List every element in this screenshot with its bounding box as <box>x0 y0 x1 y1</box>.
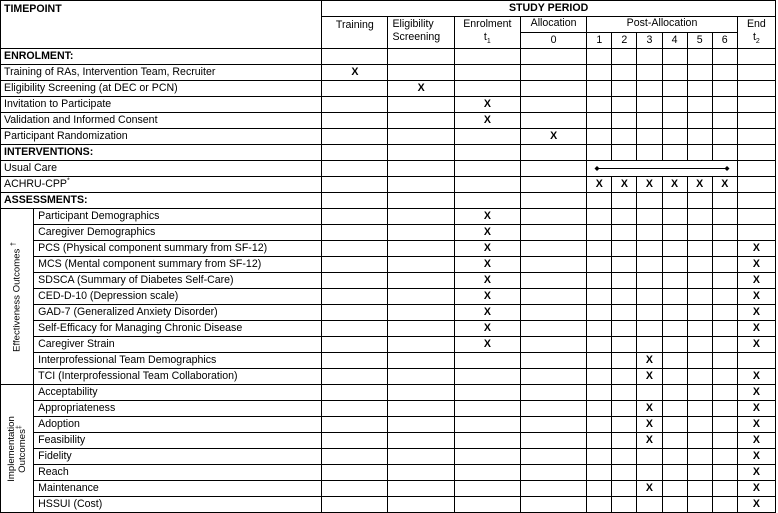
mark: X <box>637 369 662 385</box>
row-label: TCI (Interprofessional Team Collaboration) <box>34 369 322 385</box>
enrolment-header <box>454 17 520 49</box>
post-col-5: 5 <box>687 33 712 49</box>
implementation-group-label: Implementation Outcomes‡ <box>1 385 34 513</box>
mark: X <box>454 273 520 289</box>
mark: X <box>454 241 520 257</box>
mark: X <box>637 401 662 417</box>
study-period-header: STUDY PERIOD <box>322 1 776 17</box>
post-col-3: 3 <box>637 33 662 49</box>
mark: X <box>637 417 662 433</box>
row-label: Appropriateness <box>34 401 322 417</box>
enrolment-label: Enrolment <box>463 18 512 30</box>
row-label: CED-D-10 (Depression scale) <box>34 289 322 305</box>
mark: X <box>737 385 775 401</box>
end-label: End <box>746 18 766 30</box>
mark: X <box>737 305 775 321</box>
mark: X <box>454 225 520 241</box>
effectiveness-group-label: Effectiveness Outcomes † <box>1 209 34 385</box>
mark: X <box>737 257 775 273</box>
row-label: HSSUI (Cost) <box>34 497 322 513</box>
eligibility-screening-header: Eligibility Screening <box>388 17 454 49</box>
allocation-timepoint: 0 <box>520 33 586 49</box>
interventions-section-title: INTERVENTIONS: <box>1 145 322 161</box>
row-label: GAD-7 (Generalized Anxiety Disorder) <box>34 305 322 321</box>
allocation-header: Allocation <box>520 17 586 33</box>
row-label: Invitation to Participate <box>1 97 322 113</box>
mark: X <box>637 433 662 449</box>
row-label: Self-Efficacy for Managing Chronic Disease <box>34 321 322 337</box>
post-col-6: 6 <box>712 33 737 49</box>
row-label: Acceptability <box>34 385 322 401</box>
mark: X <box>737 401 775 417</box>
enrolment-timepoint: $t_1$ <box>483 31 491 46</box>
assessments-section-title: ASSESSMENTS: <box>1 193 322 209</box>
post-col-2: 2 <box>612 33 637 49</box>
mark: X <box>454 209 520 225</box>
row-label: Maintenance <box>34 481 322 497</box>
mark: X <box>737 369 775 385</box>
mark: X <box>454 305 520 321</box>
mark: X <box>637 481 662 497</box>
mark: X <box>454 337 520 353</box>
post-col-4: 4 <box>662 33 687 49</box>
mark: X <box>737 337 775 353</box>
row-label: Participant Randomization <box>1 129 322 145</box>
achru-cpp-label: ACHRU-CPP* <box>1 177 322 193</box>
mark: X <box>520 129 586 145</box>
mark: X <box>737 497 775 513</box>
training-header: Training <box>322 17 388 49</box>
mark: X <box>454 321 520 337</box>
row-label: Fidelity <box>34 449 322 465</box>
row-label: SDSCA (Summary of Diabetes Self-Care) <box>34 273 322 289</box>
mark: X <box>737 273 775 289</box>
mark: X <box>737 321 775 337</box>
row-label: Caregiver Strain <box>34 337 322 353</box>
mark: X <box>612 177 637 193</box>
row-label: Training of RAs, Intervention Team, Recruiter <box>1 65 322 81</box>
mark: X <box>388 81 454 97</box>
row-label: Caregiver Demographics <box>34 225 322 241</box>
mark: X <box>737 241 775 257</box>
mark: X <box>587 177 612 193</box>
timepoint-header: TIMEPOINT <box>1 1 322 49</box>
row-label: Reach <box>34 465 322 481</box>
mark: X <box>454 257 520 273</box>
row-label: Interprofessional Team Demographics <box>34 353 322 369</box>
usual-care-label: Usual Care <box>1 161 322 177</box>
mark: X <box>737 481 775 497</box>
row-label: MCS (Mental component summary from SF-12) <box>34 257 322 273</box>
post-col-1: 1 <box>587 33 612 49</box>
mark: X <box>454 289 520 305</box>
post-allocation-header: Post-Allocation <box>587 17 738 33</box>
row-label: Adoption <box>34 417 322 433</box>
mark: X <box>737 433 775 449</box>
row-label: Eligibility Screening (at DEC or PCN) <box>1 81 322 97</box>
mark: X <box>737 449 775 465</box>
mark: X <box>637 353 662 369</box>
mark: X <box>662 177 687 193</box>
mark: X <box>637 177 662 193</box>
end-timepoint: $t_2$ <box>752 31 760 46</box>
mark: X <box>712 177 737 193</box>
duration-arrow <box>587 161 737 176</box>
mark: X <box>737 289 775 305</box>
row-label: Validation and Informed Consent <box>1 113 322 129</box>
usual-care-duration-line <box>587 161 738 177</box>
row-label: Feasibility <box>34 433 322 449</box>
row-label: Participant Demographics <box>34 209 322 225</box>
mark: X <box>737 417 775 433</box>
mark: X <box>687 177 712 193</box>
mark: X <box>322 65 388 81</box>
mark: X <box>737 465 775 481</box>
enrolment-section-title: ENROLMENT: <box>1 49 322 65</box>
mark: X <box>454 97 520 113</box>
end-header <box>737 17 775 49</box>
mark: X <box>454 113 520 129</box>
row-label: PCS (Physical component summary from SF-12) <box>34 241 322 257</box>
